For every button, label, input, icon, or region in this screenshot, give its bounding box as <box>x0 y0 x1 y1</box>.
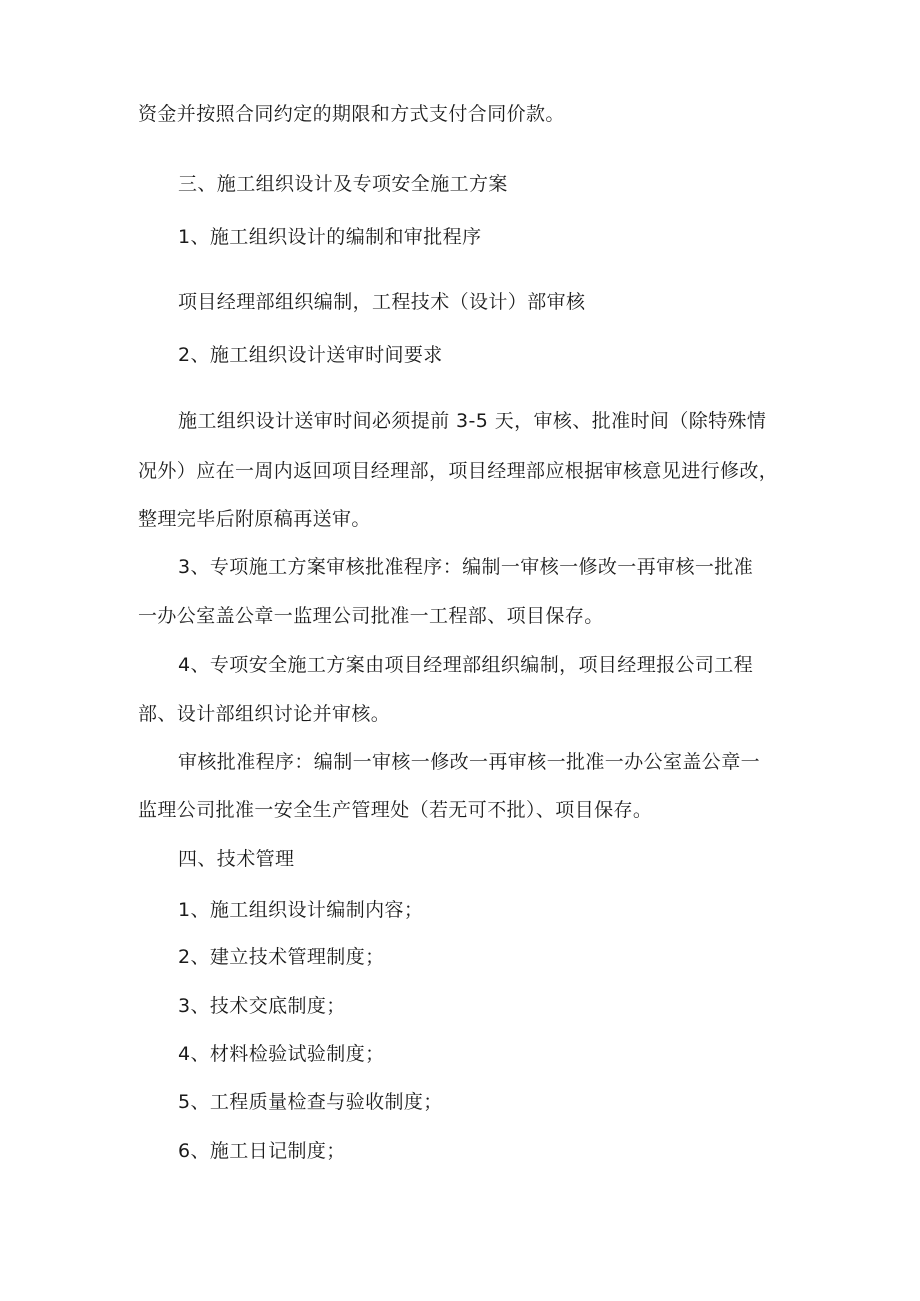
list-item: 4、材料检验试验制度； <box>178 1043 385 1065</box>
paragraph-line: 项目经理部组织编制，工程技术（设计）部审核 <box>178 291 586 313</box>
paragraph-line: 审核批准程序：编制一审核一修改一再审核一批准一办公室盖公章一 <box>178 751 761 773</box>
section-heading: 三、施工组织设计及专项安全施工方案 <box>178 173 508 195</box>
list-item: 2、建立技术管理制度； <box>178 946 385 968</box>
section-heading: 四、技术管理 <box>178 848 295 870</box>
subsection-heading: 2、施工组织设计送审时间要求 <box>178 344 443 366</box>
paragraph-line: 施工组织设计送审时间必须提前 3-5 天，审核、批准时间（除特殊情 <box>178 410 767 432</box>
paragraph-line: 一办公室盖公章一监理公司批准一工程部、项目保存。 <box>138 605 604 627</box>
subsection-heading: 1、施工组织设计的编制和审批程序 <box>178 226 482 248</box>
paragraph-line: 况外）应在一周内返回项目经理部，项目经理部应根据审核意见进行修改， <box>138 460 779 482</box>
paragraph-line: 部、设计部组织讨论并审核。 <box>138 703 391 725</box>
list-item: 1、施工组织设计编制内容； <box>178 899 424 921</box>
paragraph-line: 4、专项安全施工方案由项目经理部组织编制，项目经理报公司工程 <box>178 654 754 676</box>
paragraph-line: 3、专项施工方案审核批准程序：编制一审核一修改一再审核一批准 <box>178 556 754 578</box>
list-item: 3、技术交底制度； <box>178 995 346 1017</box>
list-item: 5、工程质量检查与验收制度； <box>178 1091 443 1113</box>
paragraph-line: 监理公司批准一安全生产管理处（若无可不批）、项目保存。 <box>138 799 653 821</box>
list-item: 6、施工日记制度； <box>178 1140 346 1162</box>
paragraph-line: 整理完毕后附原稿再送审。 <box>138 508 371 530</box>
paragraph-line: 资金并按照合同约定的期限和方式支付合同价款。 <box>138 103 565 125</box>
